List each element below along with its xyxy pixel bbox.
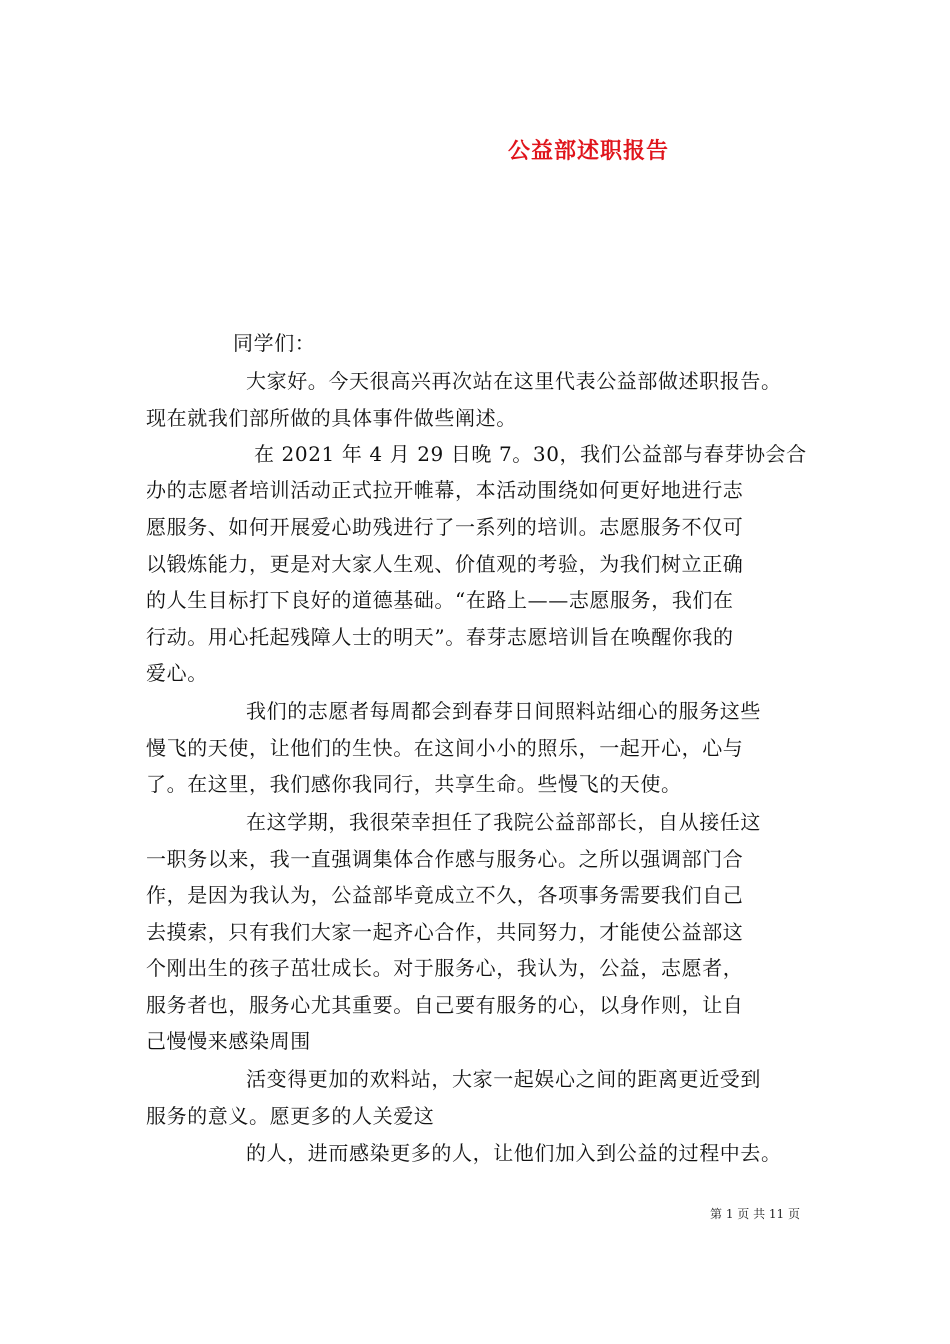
body-line: 现在就我们部所做的具体事件做些阐述。 (146, 406, 517, 430)
document-title: 公益部述职报告 (508, 138, 670, 164)
body-line: 在 2021 年 4 月 29 日晚 7。30，我们公益部与春芽协会合 (254, 442, 807, 466)
body-line: 的人，进而感染更多的人，让他们加入到公益的过程中去。 (246, 1141, 782, 1165)
body-line: 大家好。今天很高兴再次站在这里代表公益部做述职报告。 (246, 369, 782, 393)
body-line: 去摸索，只有我们大家一起齐心合作，共同努力，才能使公益部这 (146, 920, 744, 944)
body-line: 以锻炼能力，更是对大家人生观、价值观的考验，为我们树立正确 (146, 552, 744, 576)
body-line: 爱心。 (146, 661, 208, 685)
body-line: 活变得更加的欢料站，大家一起娱心之间的距离更近受到 (246, 1067, 761, 1091)
body-line: 的人生目标打下良好的道德基础。“在路上——志愿服务，我们在 (146, 588, 734, 612)
body-line: 了。在这里，我们感你我同行，共享生命。些慢飞的天使。 (146, 772, 682, 796)
body-line: 在这学期，我很荣幸担任了我院公益部部长，自从接任这 (246, 810, 761, 834)
body-line: 己慢慢来感染周围 (146, 1029, 311, 1053)
body-line: 行动。用心托起残障人士的明天”。春芽志愿培训旨在唤醒你我的 (146, 625, 734, 649)
page-number: 第 1 页 共 11 页 (710, 1207, 800, 1221)
body-line: 愿服务、如何开展爱心助残进行了一系列的培训。志愿服务不仅可 (146, 515, 744, 539)
body-line: 慢飞的天使，让他们的生快。在这间小小的照乐，一起开心，心与 (146, 736, 744, 760)
body-line: 服务者也，服务心尤其重要。自己要有服务的心，以身作则，让自 (146, 993, 744, 1017)
body-line: 我们的志愿者每周都会到春芽日间照料站细心的服务这些 (246, 699, 761, 723)
body-line: 一职务以来，我一直强调集体合作感与服务心。之所以强调部门合 (146, 847, 744, 871)
body-line: 作，是因为我认为，公益部毕竟成立不久，各项事务需要我们自己 (146, 883, 744, 907)
body-line: 个刚出生的孩子茁壮成长。对于服务心，我认为，公益，志愿者， (146, 956, 744, 980)
body-line: 办的志愿者培训活动正式拉开帷幕，本活动围绕如何更好地进行志 (146, 478, 744, 502)
salutation-line: 同学们： (233, 331, 316, 355)
body-line: 服务的意义。愿更多的人关爱这 (146, 1104, 435, 1128)
